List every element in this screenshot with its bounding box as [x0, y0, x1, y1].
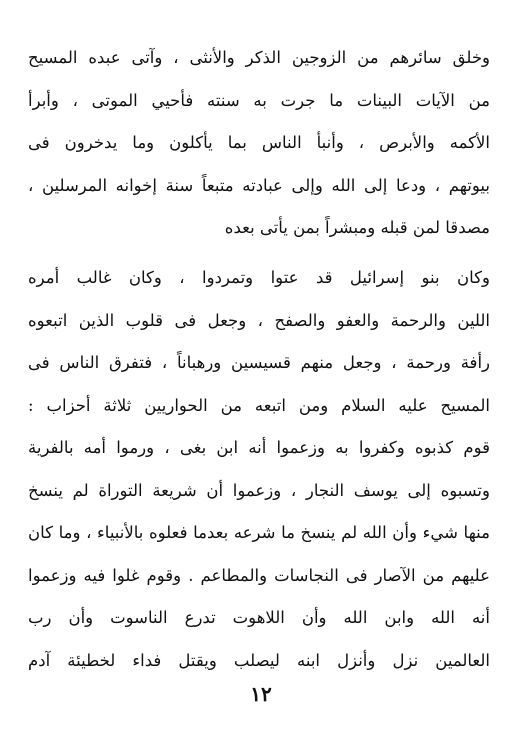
text-line: أنه الله وابن الله وأن اللاهوت تدرع الناسوت وأن رب	[28, 608, 490, 627]
text-line: وخلق سائرهم من الزوجين الذكر والأنثى ، وآتى عبده المسيح	[28, 48, 490, 67]
text-line: وتسبوه إلى يوسف النجار ، وزعموا أن شريعة التوراة لم ينسخ	[28, 480, 490, 500]
text-line: منها شيء وأن الله لم ينسخ ما شرعه بعدما فعلوه بالأنبياء ، وما كان	[28, 523, 490, 542]
paragraph-1	[28, 37, 490, 250]
page-number: ١٢	[250, 682, 272, 706]
text-line: العالمين نزل وأنزل ابنه ليصلب ويقتل فداء لخطيئة آدم	[28, 650, 490, 670]
text-line: قوم كذبوه وكفروا به وزعموا أنه ابن بغى ، ورموا أمه بالفرية	[28, 438, 490, 457]
text-line: الأكمه والأبرص ، وأنبأ الناس بما يأكلون وما يدخرون فى	[28, 133, 490, 152]
text-line: رأفة ورحمة ، وجعل منهم قسيسين ورهباناً ، فتفرق الناس فى	[28, 353, 490, 372]
text-line: مصدقا لمن قبله ومبشراً بمن يأتى بعده	[224, 218, 490, 237]
text-line: من الآيات البينات ما جرت به سنته فأحيي الموتى ، وأبرأ	[28, 90, 490, 110]
text-line: اللين والرحمة والعفو والصفح ، وجعل فى قلوب الذين اتبعوه	[28, 310, 490, 330]
text-line: بيوتهم ، ودعا إلى الله وإلى عبادته متبعاً سنة إخوانه المرسلين ،	[28, 175, 490, 195]
paragraph-2	[28, 257, 490, 682]
text-line: وكان بنو إسرائيل قد عتوا وتمردوا ، وكان غالب أمره	[28, 268, 490, 287]
text-line: عليهم من الآصار فى النجاسات والمطاعم . وقوم غلوا فيه وزعموا	[28, 565, 490, 585]
text-line: المسيح عليه السلام ومن اتبعه من الحواريين ثلاثة أحزاب :	[28, 395, 490, 415]
